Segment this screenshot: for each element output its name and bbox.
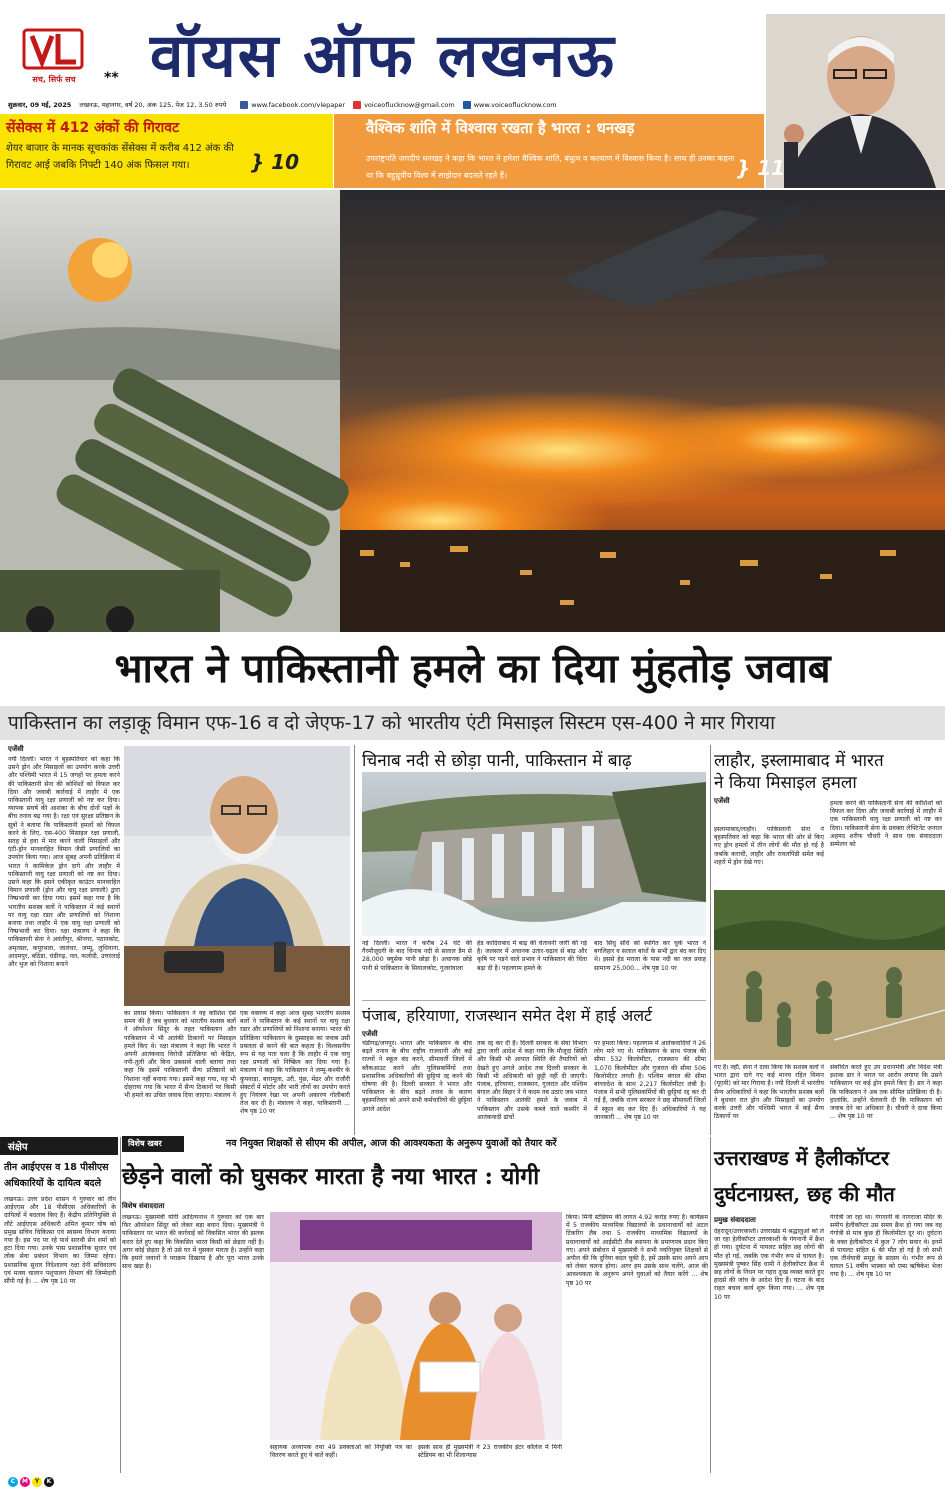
website-link[interactable]: www.voiceoflucknow.com: [463, 98, 557, 112]
column-rule: [354, 745, 355, 1135]
alert-column-3: पर हमला किया। पहलगाम में आतंकवादियों ने 26 लोग मारे गए थे। पाकिस्तान के साथ पंजाब की सीमा 532 किलोमीटर, राजस्थान की सीमा 1,070 किलोमीटर और गुजरात की सीमा 506 किलोमीटर लगती है। पश्चिम बंगाल की सीमा बांग्लादेश के साथ 2,217 किलोमीटर लंबी है। पंजाब में सभी पुलिसकर्मियों की छुट्टियां रद्द कर दी गई हैं, जबकि राज्य सरकार ने छह सीमावर्ती जिलों में स्कूल बंद कर दिए हैं। अधिकारियों ने यह जानकारी ... शेष पृष्ठ 10 पर: [594, 1040, 706, 1121]
yogi-kicker: विशेष खबर: [128, 1139, 162, 1148]
print-mark-black: K: [44, 1477, 54, 1487]
alert-headline: पंजाब, हरियाणा, राजस्थान समेत देश में हाई अलर्ट: [362, 1006, 653, 1025]
globe-icon: [463, 101, 471, 109]
chenab-headline: चिनाब नदी से छोड़ा पानी, पाकिस्तान में बाढ़: [362, 751, 632, 771]
teaser-dhankhar-headline: वैश्विक शांति में विश्वास रखता है भारत : धनखड़: [366, 119, 635, 137]
email-link[interactable]: voiceoflucknow@gmail.com: [353, 98, 455, 112]
column-rule: [120, 1137, 121, 1473]
alert-column-2: तक रद्द कर दी हैं। दिल्ली सरकार के सेवा विभाग द्वारा जारी आदेश में कहा गया कि मौजूदा स्थिति और किसी भी आपात स्थिति की तैयारियों को देखते हुए अगले आदेश तक दिल्ली सरकार के किसी भी अधिकारी को छुट्टी नहीं दी जाएगी। पंजाब, हरियाणा, राजस्थान, गुजरात और पश्चिम बंगाल और बिहार ने ये कदम तब उठाए जब भारत ने पाकिस्तान आतंकी हमले के जवाब में पाकिस्तान और उसके कब्जे वाले कश्मीर में आतंकवादी ढांचों: [477, 1040, 587, 1121]
teaser-sensex-page: } 10: [250, 150, 300, 174]
dam-photo: [362, 772, 706, 936]
edition-info: लखनऊ, महानगर, वर्ष 20, अंक 125, पेज 12, 3.50 रुपये: [79, 101, 227, 109]
newspaper-logo: [8, 28, 100, 88]
print-mark-yellow: Y: [32, 1477, 42, 1487]
lead-agency: एजेंसी: [8, 745, 24, 753]
email-icon: [353, 101, 361, 109]
column-rule: [710, 1137, 711, 1473]
yogi-column-1: लखनऊ। मुख्यमंत्री योगी आदित्यनाथ ने गुरुवार को एक बार फिर ऑपरेशन सिंदूर को लेकर बड़ा बयान दिया। मुख्यमंत्री ने पाकिस्तान पर भारत की कार्रवाई को विकसित भारत की झलक करार देते हुए कहा कि विकसित भारत किसी को छेड़ता नहीं है। अगर कोई छेड़ता है तो उसे घर में घुसकर मारता है। उन्होंने कहा कि हमारे जवानों ने पराक्रम दिखाया है और पूरा भारत उनके साथ खड़ा है।: [122, 1214, 264, 1271]
lahore-headline-line-1: लाहौर, इस्लामाबाद में भारत: [714, 751, 884, 771]
chenab-column-1: नई दिल्ली। भारत ने करीब 24 घंटे की गैरमौजूदगी के बाद चिनाब नदी से सलाल डैम से 28,000 क्यूसेक पानी छोड़ा है। अचानक छोड़े पानी से पाकिस्तान के सियालकोट, गुजरांवाला: [362, 940, 472, 972]
yogi-event-photo: [270, 1212, 562, 1440]
lahore-column-1: इस्लामाबाद/लाहौर। पाकिस्तानी सेना ने बृहस्पतिवार को कहा कि भारत की ओर से किए गए ड्रोन हमलों में तीन लोगों की मौत हो गई है जबकि कराची, लाहौर और रावलपिंडी समेत कई शहरों में ड्रोन देखे गए।: [714, 826, 824, 866]
column-rule: [710, 745, 711, 1135]
edition-stars: **: [104, 70, 119, 86]
alert-column-1: चंडीगढ़/जयपुर। भारत और पाकिस्तान के बीच बढ़ते तनाव के बीच राष्ट्रीय राजधानी और कई राज्यों ने स्कूल बंद करने, सीमावर्ती जिलों में ब्लैकआउट करने और पुलिसकर्मियों तथा प्रशासनिक अधिकारियों की छुट्टियां रद्द करने की घोषणा की है। दिल्ली सरकार ने भारत और पाकिस्तान के बीच बढ़ते तनाव के कारण बृहस्पतिवार को अपने सभी कर्मचारियों की छुट्टियां अगले आदेश: [362, 1040, 472, 1113]
print-mark-magenta: M: [20, 1477, 30, 1487]
brief-headline: तीन आईएएस व 18 पीसीएस अधिकारियों के दायित्व बदले: [4, 1162, 109, 1189]
facebook-icon: [240, 101, 248, 109]
lead-subheadline: पाकिस्तान का लड़ाकू विमान एफ-16 व दो जेएफ-17 को भारतीय एंटी मिसाइल सिस्टम एस-400 ने मार गिराया: [8, 712, 775, 734]
brief-label: संक्षेप: [8, 1142, 28, 1153]
masthead-infobar: [8, 98, 788, 112]
teaser-sensex-body: शेयर बाजार के मानक सूचकांक सेंसेक्स में करीब 412 अंक की गिरावट आई जबकि निफ्टी 140 अंक फिसल गया।: [6, 143, 234, 171]
modi-photo: [124, 746, 350, 1006]
yogi-column-4: किया। मिनी स्टेडियम की लागत 4.92 करोड़ रुपए है। कार्यक्रम में 5 राजकीय माध्यमिक विद्यालयों के प्रधानाचार्यों को अटल टिंकरिंग लैब तथा 5 राजकीय माध्यमिक विद्यालयों के प्रधानाचार्यों को आईसीटी लैब स्थापना के प्रमाणपत्र प्रदान किए गए। अपने संबोधन में मुख्यमंत्री ने सभी नवनियुक्त शिक्षकों से अपील की कि दुनिया बदल चुकी है, हमें उसके साथ अपने आप को लेकर चलना होगा। अगर हम उसके साथ चलेंगे, आज की आवश्यकता के अनुरूप अपने युवाओं को तैयार करेंगे ... शेष पृष्ठ 10 पर: [566, 1214, 708, 1287]
uttarakhand-column-2: गंगोत्री जा रहा था। गंगनानी के नागराजा मंदिर के समीप हेलीकॉप्टर उस समय क्रैश हो गया जब वह गंगोत्री से मात्र कुछ ही किलोमीटर दूर था। दुर्घटना के वक्त हेलीकॉप्टर में कुल 7 लोग सवार थे। इनमें से पायलट सहित 6 की मौत हो गई है जो सभी एक तीर्थयात्री समूह के सदस्य थे। गंभीर रूप से घायल 51 वर्षीय भास्कर को एम्स ऋषिकेश भेजा गया है। ... शेष पृष्ठ 10 पर: [830, 1214, 942, 1279]
yogi-strap: नव नियुक्त शिक्षकों से सीएम की अपील, आज की आवश्यकता के अनुरूप युवाओं को तैयार करें: [226, 1138, 557, 1149]
chenab-column-3: बाद सिंधु संधि को स्थगित कर चुके भारत ने बगलिहार व सलाल बांधों के सभी द्वार बंद कर दिए थे। इससे हेड मराला के पास नदी का जल प्रवाह सामान्य 25,000... शेष पृष्ठ 10 पर: [594, 940, 706, 972]
teaser-dhankhar-page: } 11: [736, 156, 786, 180]
lahore-bottom-column-2: संबोधित करते हुए उप प्रधानमंत्री और विदेश मंत्री इशाक डार ने भारत पर आरोप लगाया कि उसने पाकिस्तान पर कई ड्रोन हमले किए हैं। डार ने कहा कि पाकिस्तान ने अब तक सीमित प्रतिक्रिया दी है। हालांकि, उन्होंने चेतावनी दी कि पाकिस्तान को जवाब देने का अधिकार है। चौधरी ने दावा किया ... शेष पृष्ठ 10 पर: [830, 1064, 942, 1121]
lead-column-1: नयी दिल्ली। भारत ने बृहस्पतिवार को कहा कि उसने ड्रोन और मिसाइलों का उपयोग करके उत्तरी और पश्चिमी भारत में 15 जगहों पर हमला करने की पाकिस्तानी सेना की कोशिशों को विफल कर दिया और जवाबी कार्रवाई में लाहौर में एक पाकिस्तानी वायु रक्षा प्रणाली को नष्ट कर दिया। व्यापक संघर्ष की आशंका के बीच दोनों पक्षों के बीच तनाव बढ़ गया है। रक्षा एवं सुरक्षा प्रतिष्ठान के सूत्रों ने बताया कि पाकिस्तानी हमलों को विफल करने के लिए, एस-400 मिसाइल रक्षा प्रणाली, सतह से हवा में मार करने वाली मिसाइलों और एंटी-ड्रोन मानवरहित विमान जैसी प्रणालियों का उपयोग किया गया। आज सुबह अपनी प्रतिक्रिया में भारत ने कामिकेज़ ड्रोन दागे और लाहौर में पाकिस्तानी वायु रक्षा प्रणाली को नष्ट कर दिया। उसने कहा कि इसने एकीकृत काउंटर मानवरहित विमान प्रणाली (ड्रोन और वायु रक्षा प्रणाली) द्वारा निष्प्रभावी कर दिया गया। इसमें कहा गया है कि भारतीय सशस्त्र बलों ने पाकिस्तान में कई स्थानों पर वायु रक्षा रडार और प्रणालियों को निशाना बनाया तथा लाहौर में एक वायु रक्षा प्रणाली को निष्प्रभावी कर दिया। रक्षा मंत्रालय ने कहा कि पाकिस्तानी सेना ने अवंतीपुर, श्रीनगर, पठानकोट, अमृतसर, कपूरथला, जालंधर, जम्मू, लुधियाना, आदमपुर, बठिंडा, चंडीगढ़, नल, फलोदी, उत्तरलाई और भुज को निशाना बनाने: [8, 756, 120, 969]
lahore-headline-line-2: ने किया मिसाइल हमला: [714, 773, 857, 793]
uttarakhand-column-1: देहरादून/उत्तरकाशी। उत्तराखंड में श्रद्धालुओं को ले जा रहा हेलीकॉप्टर उत्तरकाशी के गंगनानी में क्रैश हो गया। दुर्घटना में पायलट सहित छह लोगों की मौत हो गई, जबकि एक गंभीर रूप से घायल है। मुख्यमंत्री पुष्कर सिंह धामी ने हेलीकॉप्टर क्रैश में छह लोगों के निधन पर गहरा दुःख व्यक्त करते हुए हादसे की जांच के आदेश दिए हैं। घटना के बाद राहत बचाव कार्य शुरू किया गया। ... शेष पृष्ठ 10 पर: [714, 1228, 824, 1301]
logo-vl-icon: [22, 28, 84, 70]
alert-agency: एजेंसी: [362, 1030, 378, 1038]
uttarakhand-headline-line-2: दुर्घटनाग्रस्त, छह की मौत: [714, 1182, 895, 1206]
uttarakhand-byline: प्रमुख संवाददाता: [714, 1216, 756, 1224]
teaser-dhankhar-body: उपराष्ट्रपति जगदीप धनखड़ ने कहा कि भारत ने हमेशा वैश्विक शांति, बंधुत्व व कल्याण में विश्वास किया है। साथ ही उनका कहना था कि बहुध्रुवीय विश्व में साझेदार बदलते रहते हैं।: [366, 154, 735, 180]
alert-rule: [362, 1000, 706, 1001]
lahore-column-2: हमला करने की पाकिस्तानी सेना की कोशिशों को विफल कर दिया और जवाबी कार्रवाई में लाहौर में एक पाकिस्तानी वायु रक्षा प्रणाली को नष्ट कर दिया। पाकिस्तानी सेना के प्रवक्ता लेफ्टिनेंट जनरल अहमद शरीफ चौधरी ने साथ एक संवाददाता सम्मेलन को: [830, 800, 942, 849]
logo-tagline: सच, सिर्फ सच: [32, 75, 76, 84]
masthead-title: वॉयस ऑफ लखनऊ: [150, 21, 616, 91]
yogi-column-3: इसके साथ ही मुख्यमंत्री ने 23 राजकीय इंटर कॉलेज में मिनी स्टेडियम का भी शिलान्यास: [418, 1444, 562, 1460]
lead-headline: भारत ने पाकिस्तानी हमले का दिया मुंहतोड़ जवाब: [114, 646, 831, 692]
lead-war-photo: [0, 190, 945, 632]
lahore-bottom-column-1: गए हैं। वहीं, सेना ने दावा किया कि सशस्त्र बलों ने भारत द्वारा दागे गए कई मानव रहित विमान (यूएवी) को मार गिराया है। नयी दिल्ली में भारतीय सैन्य अधिकारियों ने कहा कि भारतीय सशस्त्र बलों ने बुधवार रात ड्रोन और मिसाइलों का उपयोग करके उत्तरी और पश्चिमी भारत में कई सैन्य ठिकानों पर: [714, 1064, 824, 1121]
uttarakhand-headline-line-1: उत्तराखण्ड में हैलीकॉप्टर: [714, 1146, 890, 1170]
facebook-link[interactable]: www.facebook.com/vlepaper: [240, 98, 345, 112]
lead-column-3: एक वक्तव्य में कहा आज सुबह भारतीय सशस्त्र बलों ने पाकिस्तान के कई स्थानों पर वायु रक्षा रडार और प्रणालियों को निशाना बनाया। भारत की प्रतिक्रिया पाकिस्तान के दुस्साहस का जवाब उसी प्रबलता से करने की बात कहता है। विश्वसनीय रूप से यह पता चला है कि लाहौर में एक वायु रक्षा प्रणाली को निष्क्रिय कर दिया गया है। मंत्रालय ने कहा कि पाकिस्तान ने जम्मू-कश्मीर के कुपवाड़ा, बारामूला, उरी, पुंछ, मेंढर और राजौरी सेक्टरों में मोर्टार और भारी तोपों का उपयोग करते हुए नियंत्रण रेखा पर अपनी अकारण गोलीबारी तेज कर दी है। मंत्रालय ने कहा, पाकिस्तानी ... शेष पृष्ठ 10 पर: [240, 1010, 350, 1116]
soldiers-photo: [714, 890, 945, 1060]
lahore-agency: एजेंसी: [714, 797, 730, 805]
lead-column-2: का प्रयास किया। पाकिस्तान ने यह कोशिश ऐसे समय की है जब बुधवार को भारतीय सशस्त्र बलों ने ऑपरेशन सिंदूर के तहत पाकिस्तान और पाकिस्तान में भी आतंकी ठिकानों पर मिसाइल हमले किए थे। रक्षा मंत्रालय ने कहा कि भारत ने अपनी आतंकवाद विरोधी प्रतिक्रिया को केंद्रित, नपी-तुली और बिना उकसावे वाली बताया तथा कहा कि इसमें पाकिस्तानी सैन्य प्रतिष्ठानों को निशाना नहीं बनाया गया। इसमें कहा गया, यह भी दोहराया गया कि भारत में सैन्य ठिकानों पर किसी भी हमले का उचित जवाब दिया जाएगा। मंत्रालय ने: [124, 1010, 236, 1100]
brief-body: लखनऊ। उत्तर प्रदेश शासन ने गुरुवार को तीन आईएएस और 18 पीसीएस अधिकारियों के दायित्वों में बदलाव किए हैं। केंद्रीय प्रतिनियुक्ति से लौटे आईएएस अधिकारी अमित कुमार घोष को प्रमुख सचिव चिकित्सा एवं स्वास्थ्य विभाग बनाया गया है। इस पद पर रहे पार्थ सारथी सेन शर्मा को हटा दिया गया। उनके पास प्रशासनिक सुधार एवं लोक सेवा प्रबंधन विभाग का जिम्मा रहेगा। प्रशासनिक सुधार निदेशालय रक्षा देनी सचिवालय एवं मत्स्य चालान पशुपालन विभाग की जिम्मेदारी सौंपी गई है। ... शेष पृष्ठ 10 पर: [4, 1196, 116, 1286]
dhankhar-portrait: [766, 14, 945, 188]
teaser-sensex-headline: सेंसेक्स में 412 अंकों की गिरावट: [6, 120, 180, 136]
print-mark-cyan: C: [8, 1477, 18, 1487]
chenab-column-2: हेड कादिराबाद में बाढ़ की चेतावनी जारी की गई है। जलस्तर में अचानक उतार-चढ़ाव से बाढ़ और कृषि पर पड़ने वाले प्रभाव ने पाकिस्तान की चिंता बढ़ा दी है। पहलगाम हमले के: [477, 940, 587, 972]
yogi-column-2: सहायक अध्यापक तथा 49 प्रवक्ताओं को नियुक्ति पत्र का वितरण करते हुए ये बातें कहीं।: [270, 1444, 412, 1460]
yogi-headline: छेड़ने वालों को घुसकर मारता है नया भारत : योगी: [122, 1163, 540, 1190]
issue-date: शुक्रवार, 09 मई, 2025: [8, 101, 72, 109]
yogi-byline: विशेष संवाददाता: [122, 1202, 165, 1210]
